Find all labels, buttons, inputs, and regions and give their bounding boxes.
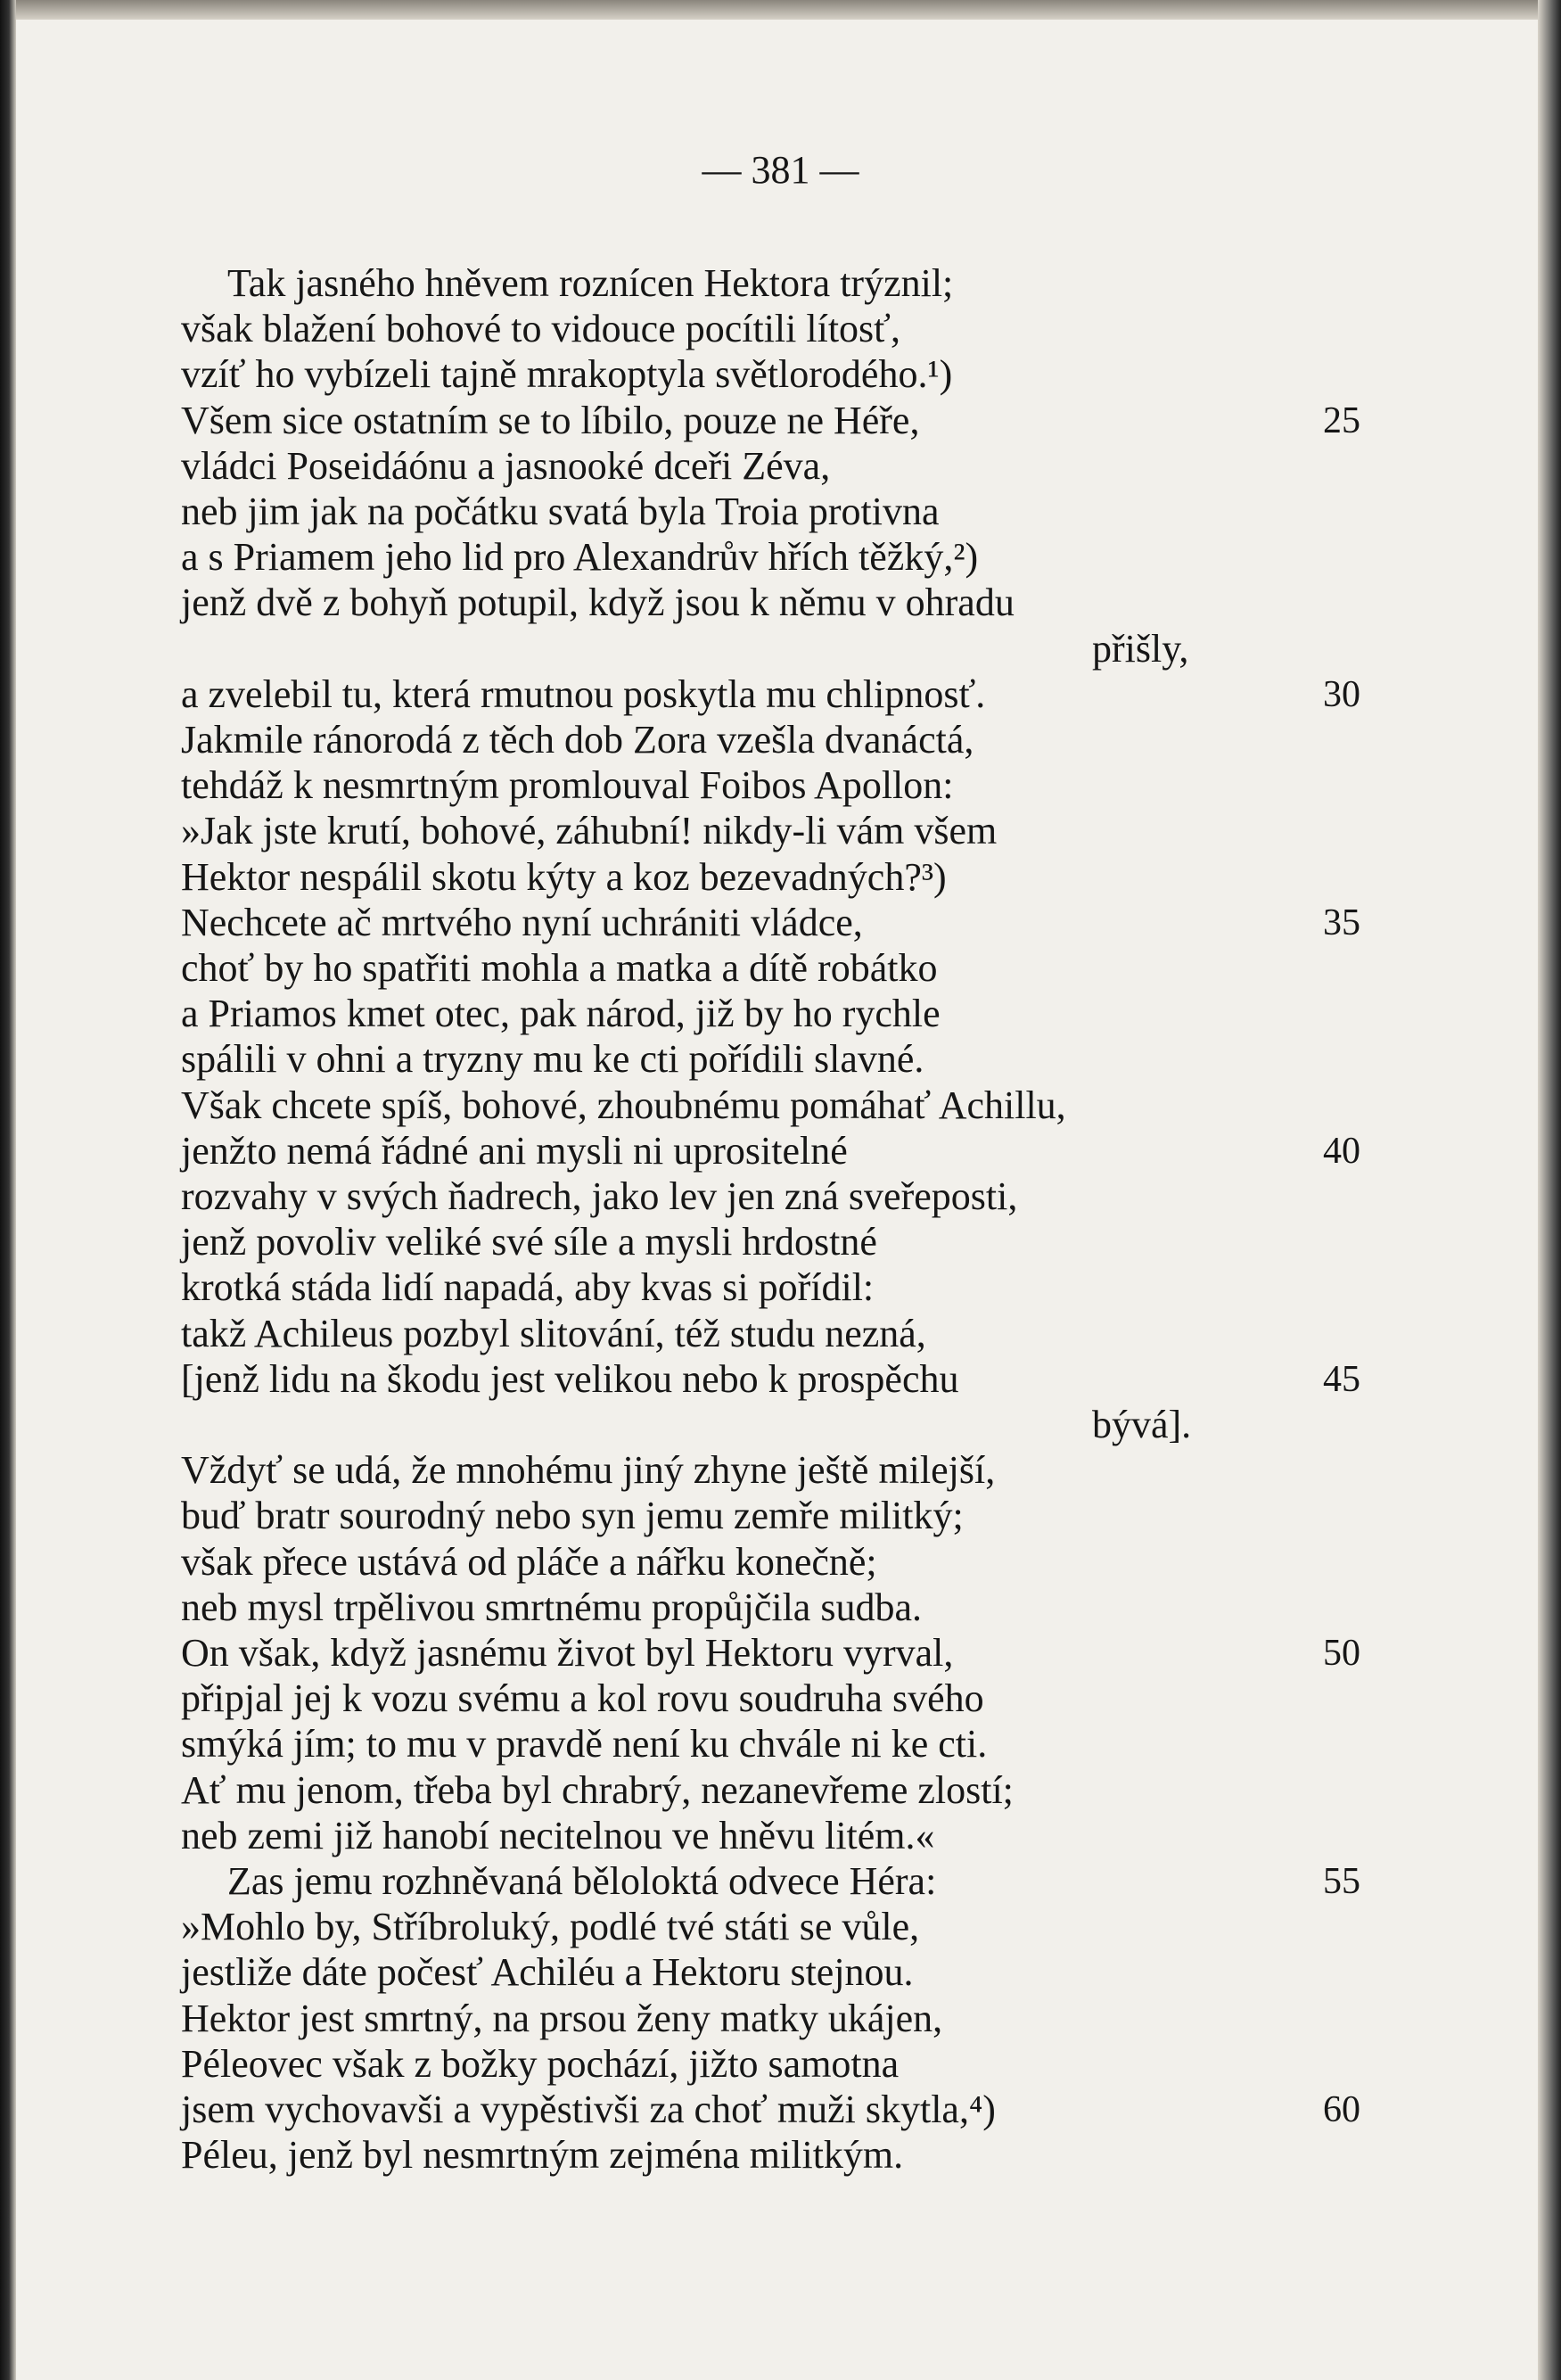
line-number: 30 <box>1323 674 1360 715</box>
verse-line <box>181 1767 1367 1814</box>
verse-line <box>181 854 1367 901</box>
verse-text: [jenž lidu na škodu jest velikou nebo k prospěchu <box>181 1357 959 1401</box>
verse-text: Péleovec však z božky pochází, jižto samotna <box>181 2042 900 2086</box>
verse-text: a s Priamem jeho lid pro Alexandrův hřích těžký,²) <box>181 535 979 579</box>
verse-line <box>181 1904 1367 1950</box>
verse-line <box>181 762 1367 809</box>
verse-text: rozvahy v svých ňadrech, jako lev jen zná sveřeposti, <box>181 1174 1018 1218</box>
verse-line <box>181 1585 1367 1631</box>
verse-text: bývá]. <box>1092 1403 1192 1446</box>
verse-text: a zvelebil tu, která rmutnou poskytla mu chlipnosť. <box>181 672 986 716</box>
verse-line <box>181 1264 1367 1311</box>
verse-text: a Priamos kmet otec, pak národ, již by ho rychle <box>181 992 941 1035</box>
verse-text: Péleu, jenž byl nesmrtným zejména militkým. <box>181 2133 904 2177</box>
verse-text: On však, když jasnému život byl Hektoru vyrval, <box>181 1631 954 1675</box>
verse-line <box>181 1630 1367 1676</box>
verse-text: Však chcete spíš, bohové, zhoubnému pomáhať Achillu, <box>181 1083 1066 1127</box>
verse-text: neb jim jak na počátku svatá byla Troia protivna <box>181 490 940 533</box>
verse-line <box>181 1219 1367 1265</box>
verse-line <box>181 1311 1367 1357</box>
verse-text: Hektor jest smrtný, na prsou ženy matky ukájen, <box>181 1997 943 2040</box>
verse-text: Tak jasného hněvem roznícen Hektora trýznil; <box>227 261 954 305</box>
verse-line <box>181 2087 1367 2133</box>
verse-line <box>181 2132 1367 2178</box>
verse-line <box>181 808 1367 854</box>
verse-text: Zas jemu rozhněvaná běloloktá odvece Héra: <box>227 1859 937 1903</box>
verse-text: jenž dvě z bohyň potupil, když jsou k němu v ohradu <box>181 581 1015 624</box>
verse-text: připjal jej k vozu svému a kol rovu soudruha svého <box>181 1676 984 1720</box>
verse-text: »Jak jste krutí, bohové, záhubní! nikdy-li vám všem <box>181 809 998 852</box>
verse-line <box>181 671 1367 718</box>
verse-line <box>181 945 1367 992</box>
verse-text: neb zemi již hanobí necitelnou ve hněvu litém.« <box>181 1814 935 1857</box>
verse-line-continuation <box>1092 626 1377 672</box>
line-number: 60 <box>1323 2089 1360 2130</box>
verse-line <box>181 1174 1367 1220</box>
verse-line <box>181 580 1367 626</box>
line-number: 35 <box>1323 902 1360 943</box>
verse-line <box>181 489 1367 535</box>
line-number: 55 <box>1323 1861 1360 1902</box>
verse-text: vládci Poseidáónu a jasnooké dceři Zéva, <box>181 444 831 488</box>
verse-line <box>181 717 1367 763</box>
verse-line <box>181 1036 1367 1083</box>
verse-text: jenž povoliv veliké své síle a mysli hrdostné <box>181 1220 877 1264</box>
verse-line <box>181 991 1367 1037</box>
verse-line <box>181 1128 1367 1174</box>
verse-text: Hektor nespálil skotu kýty a koz bezevadných?³) <box>181 855 947 899</box>
verse-text: vzíť ho vybízeli tajně mrakoptyla světlorodého.¹) <box>181 352 953 396</box>
verse-text: spálili v ohni a tryzny mu ke cti pořídili slavné. <box>181 1037 924 1081</box>
page-number: — 381 — <box>702 148 859 192</box>
verse-line <box>181 260 1413 307</box>
verse-text: Nechcete ač mrtvého nyní uchrániti vládce, <box>181 901 863 944</box>
verse-text: přišly, <box>1092 627 1189 671</box>
verse-text: však blažení bohové to vidouce pocítili lítosť, <box>181 307 900 350</box>
verse-text: Vždyť se udá, že mnohému jiný zhyne ještě milejší, <box>181 1448 996 1492</box>
line-number: 50 <box>1323 1633 1360 1674</box>
line-number: 40 <box>1323 1131 1360 1172</box>
verse-line <box>181 1721 1367 1767</box>
verse-text: smýká jím; to mu v pravdě není ku chvále ni ke cti. <box>181 1722 988 1766</box>
verse-text: jestliže dáte počesť Achiléu a Hektoru stejnou. <box>181 1950 914 1994</box>
verse-line <box>181 900 1367 946</box>
verse-line <box>181 1676 1367 1722</box>
verse-text: jsem vychovavši a vypěstivši za choť muži skytla,⁴) <box>181 2088 996 2131</box>
verse-line <box>181 1949 1367 1996</box>
verse-text: Jakmile ránorodá z těch dob Zora vzešla dvanáctá, <box>181 718 974 762</box>
verse-text: jenžto nemá řádné ani mysli ni uprositelné <box>181 1129 848 1173</box>
verse-line <box>181 398 1367 444</box>
verse-text: neb mysl trpělivou smrtnému propůjčila sudba. <box>181 1585 922 1629</box>
verse-line <box>181 534 1367 581</box>
verse-line-continuation <box>1092 1402 1377 1448</box>
verse-text: Ať mu jenom, třeba byl chrabrý, nezanevřeme zlostí; <box>181 1768 1014 1812</box>
verse-line <box>181 351 1367 398</box>
verse-line <box>181 1858 1413 1905</box>
verse-text: krotká stáda lidí napadá, aby kvas si pořídil: <box>181 1265 875 1309</box>
verse-text: »Mohlo by, Stříbroluký, podlé tvé státi se vůle, <box>181 1905 920 1948</box>
verse-line <box>181 1493 1367 1539</box>
verse-text: tehdáž k nesmrtným promlouval Foibos Apollon: <box>181 763 954 807</box>
line-number: 25 <box>1323 400 1360 441</box>
verse-line <box>181 306 1367 352</box>
verse-text: však přece ustává od pláče a nářku konečně; <box>181 1540 877 1584</box>
verse-text: choť by ho spatřiti mohla a matka a dítě robátko <box>181 946 938 990</box>
verse-line <box>181 1447 1367 1494</box>
verse-line <box>181 1539 1367 1585</box>
verse-line <box>181 1996 1367 2042</box>
verse-text: buď bratr sourodný nebo syn jemu zemře militký; <box>181 1494 964 1537</box>
verse-line <box>181 443 1367 490</box>
verse-text: Všem sice ostatním se to líbilo, pouze ne Héře, <box>181 399 920 442</box>
verse-line <box>181 1083 1367 1129</box>
verse-line <box>181 1356 1367 1403</box>
verse-line <box>181 1813 1367 1859</box>
verse-line <box>181 2041 1367 2088</box>
line-number: 45 <box>1323 1359 1360 1400</box>
verse-text: takž Achileus pozbyl slitování, též studu nezná, <box>181 1312 926 1355</box>
